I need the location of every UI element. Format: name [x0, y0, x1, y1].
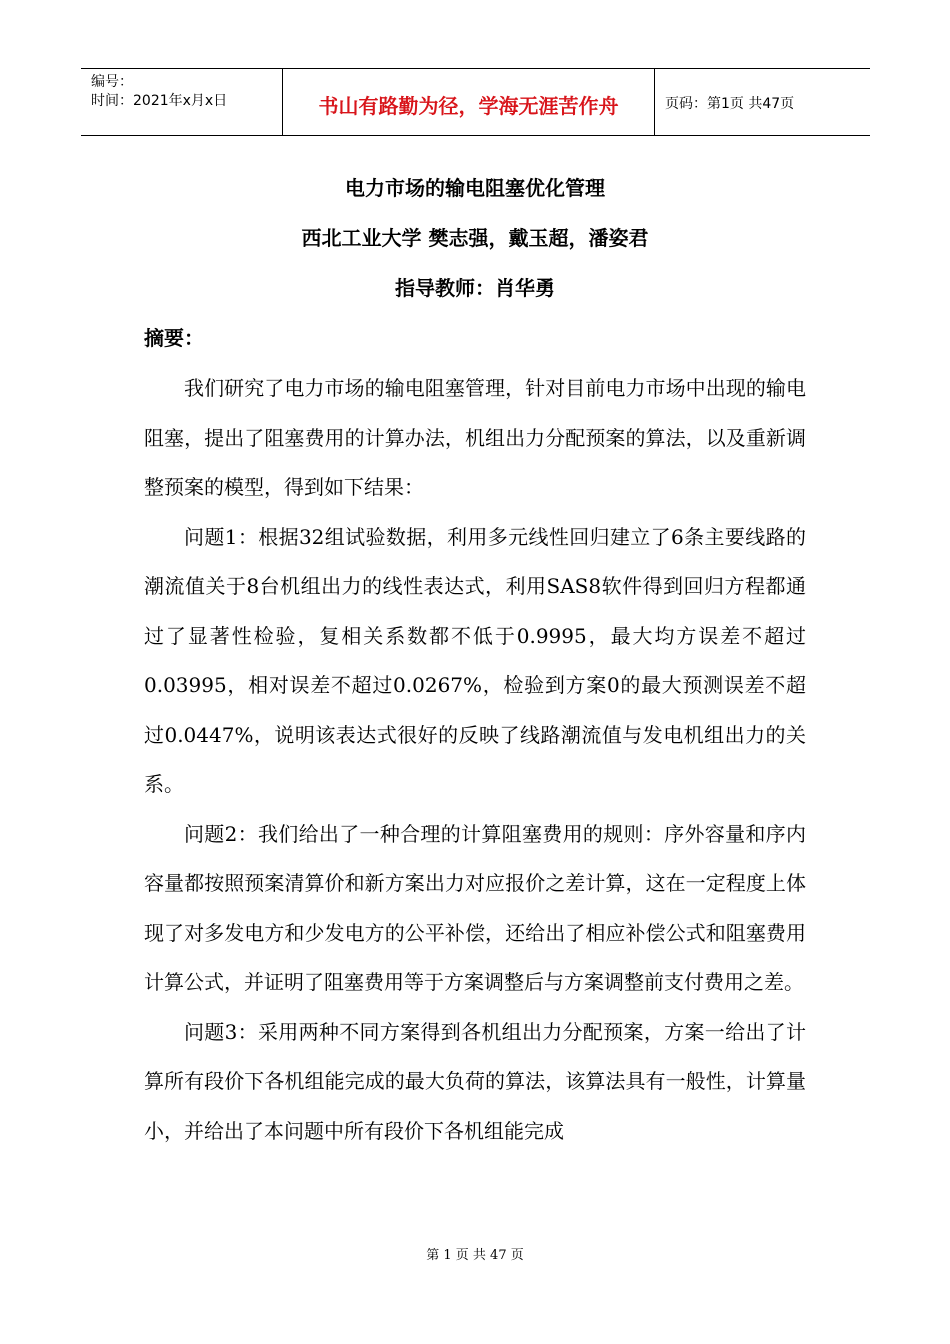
header-meta-cell	[81, 69, 283, 135]
document-header	[81, 68, 870, 136]
number-label: 编号：	[91, 74, 133, 90]
document-advisor: 指导教师：肖华勇	[395, 276, 555, 300]
abstract-body	[144, 364, 806, 1156]
abstract-paragraph: 问题3：采用两种不同方案得到各机组出力分配预案，方案一给出了计算所有段价下各机组能完成的最大负荷的算法，该算法具有一般性，计算量小，并给出了本问题中所有段价下各机组能完成	[144, 1019, 806, 1143]
document-title: 电力市场的输电阻塞优化管理	[345, 176, 605, 200]
abstract-paragraph: 我们研究了电力市场的输电阻塞管理，针对目前电力市场中出现的输电阻塞，提出了阻塞费用的计算办法，机组出力分配预案的算法，以及重新调整预案的模型，得到如下结果：	[144, 376, 806, 499]
abstract-paragraph: 问题1：根据32组试验数据，利用多元线性回归建立了6条主要线路的潮流值关于8台机组出力的线性表达式，利用SAS8软件得到回归方程都通过了显著性检验，复相关系数都不低于0.9995，最大均方误差不超过0.03995，相对误差不超过0.0267%，检验到方案0的最大预测误差不超过0.0447%，说明该表达式很好的反映了线路潮流值与发电机组出力的关系。	[144, 524, 806, 796]
abstract-label: 摘要：	[144, 326, 204, 350]
abstract-paragraph: 问题2：我们给出了一种合理的计算阻塞费用的规则：序外容量和序内容量都按照预案清算价和新方案出力对应报价之差计算，这在一定程度上体现了对多发电方和少发电方的公平补偿，还给出了相应补偿公式和阻塞费用计算公式，并证明了阻塞费用等于方案调整后与方案调整前支付费用之差。	[144, 821, 806, 994]
header-motto: 书山有路勤为径，学海无涯苦作舟	[283, 69, 655, 135]
page-footer: 第 1 页 共 47 页	[426, 1248, 524, 1263]
time-label: 时间：2021年x月x日	[91, 93, 228, 109]
document-authors: 西北工业大学 樊志强，戴玉超，潘姿君	[301, 226, 649, 250]
header-page-info: 页码：第1页 共47页	[665, 96, 795, 112]
